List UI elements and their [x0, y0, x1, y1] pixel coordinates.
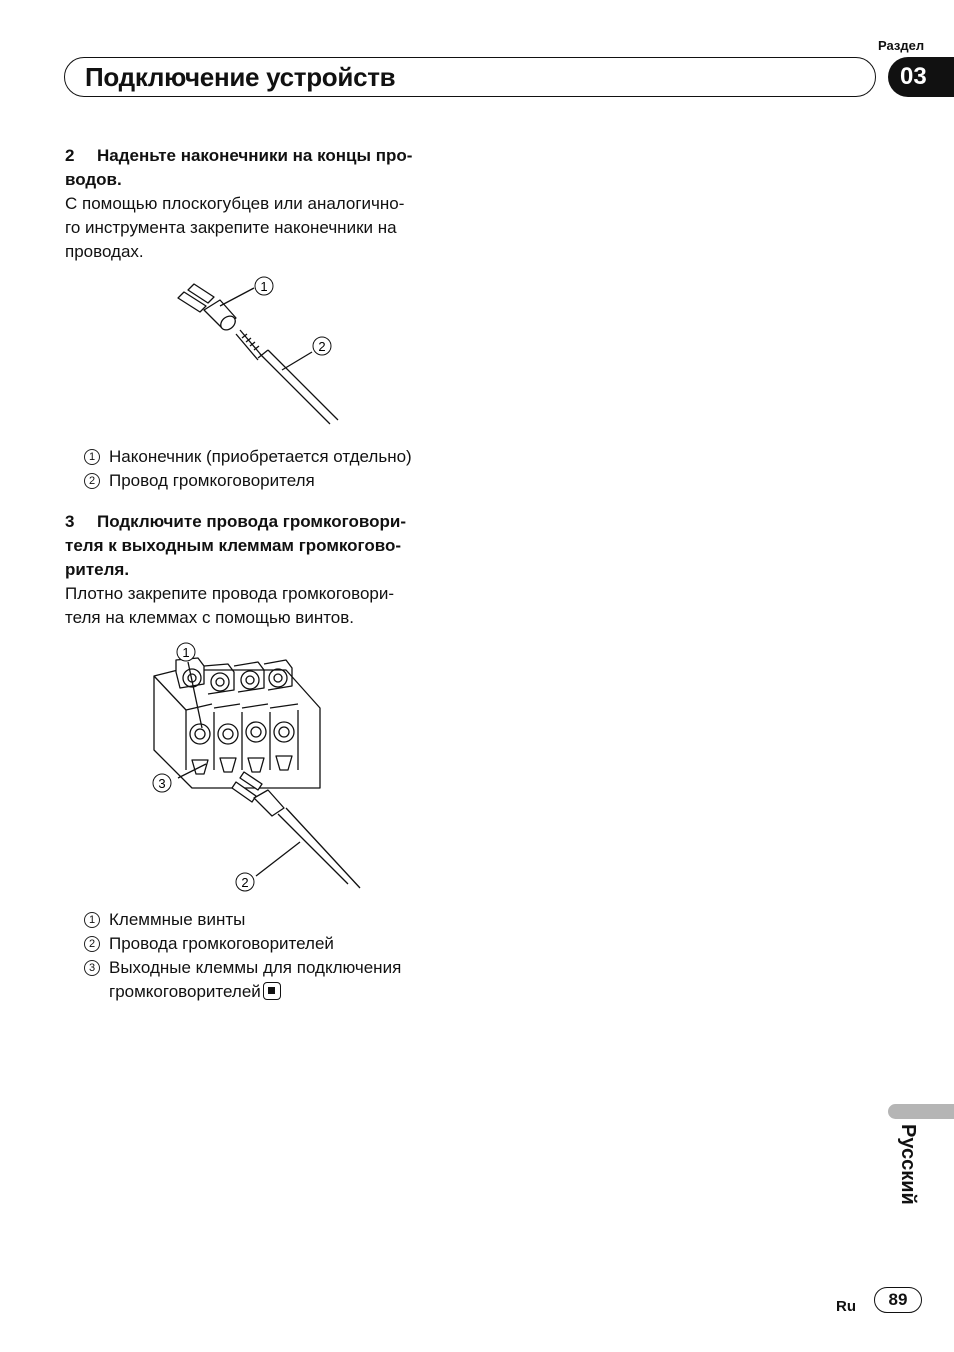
- step-2-block: [65, 144, 457, 264]
- legend-text: Клеммные винты: [109, 910, 246, 929]
- svg-text:1: 1: [182, 645, 190, 660]
- step-3-body: [65, 582, 457, 630]
- footer-language-code: Ru: [836, 1298, 856, 1315]
- legend-item: [65, 956, 457, 1004]
- legend-text: Провод громкоговорителя: [109, 471, 315, 490]
- page-number: 89: [874, 1287, 922, 1313]
- legend-number: 3: [84, 960, 100, 976]
- figure1-callout-2: [313, 337, 331, 355]
- chapter-title: Подключение устройств: [85, 62, 396, 92]
- step-3-heading-line3: рителя.: [65, 560, 130, 579]
- step-2-heading-line2: водов.: [65, 170, 122, 189]
- language-tab: [888, 1104, 954, 1119]
- figure1-callout-1: [255, 277, 273, 295]
- legend-number: 2: [84, 473, 100, 489]
- legend-number: 1: [84, 449, 100, 465]
- section-label: Раздел: [878, 38, 925, 53]
- legend-text: Выходные клеммы для подключения: [109, 958, 402, 977]
- figure2-callout-3: [153, 774, 171, 792]
- step-2-number: 2: [65, 146, 75, 165]
- legend-text: Провода громкоговорителей: [109, 934, 334, 953]
- step-3-heading-line1: Подключите провода громкоговори-: [97, 512, 406, 531]
- legend-number: 1: [84, 912, 100, 928]
- legend-item: [65, 908, 457, 932]
- legend-item: [65, 469, 457, 493]
- section-number-tab: 03: [888, 57, 954, 97]
- figure2-callout-2: [236, 873, 254, 891]
- svg-text:2: 2: [318, 339, 326, 354]
- step-3-number: 3: [65, 512, 75, 531]
- figure-lug-on-wire: [170, 272, 350, 432]
- legend-number: 2: [84, 936, 100, 952]
- figure2-callout-1: [177, 643, 195, 661]
- figure-terminal-block: [148, 638, 368, 896]
- step-3-heading: [65, 510, 457, 582]
- figure2-legend: [65, 908, 457, 1004]
- step-3-body-line1: Плотно закрепите провода громкоговори-: [65, 584, 395, 603]
- svg-text:2: 2: [241, 875, 249, 890]
- step-3-block: [65, 510, 457, 630]
- legend-text-cont: громкоговорителей: [109, 982, 261, 1001]
- svg-text:1: 1: [260, 279, 268, 294]
- step-2-body-line2: го инструмента закрепите наконечники на: [65, 218, 397, 237]
- step-2-heading-line1: Наденьте наконечники на концы про-: [97, 146, 413, 165]
- svg-text:3: 3: [158, 776, 166, 791]
- step-2-body-line1: С помощью плоскогубцев или аналогично-: [65, 194, 405, 213]
- chapter-title-bar: [64, 57, 876, 97]
- language-label: Русский: [897, 1124, 919, 1205]
- legend-text: Наконечник (приобретается отдельно): [109, 447, 412, 466]
- legend-item: [65, 932, 457, 956]
- step-2-body: [65, 192, 457, 264]
- legend-item: [65, 445, 457, 469]
- end-of-section-icon: [263, 982, 281, 1000]
- step-3-body-line2: теля на клеммах с помощью винтов.: [65, 608, 355, 627]
- figure1-legend: [65, 445, 457, 493]
- step-3-heading-line2: теля к выходным клеммам громкогово-: [65, 536, 402, 555]
- step-2-body-line3: проводах.: [65, 242, 144, 261]
- step-2-heading: [65, 144, 457, 192]
